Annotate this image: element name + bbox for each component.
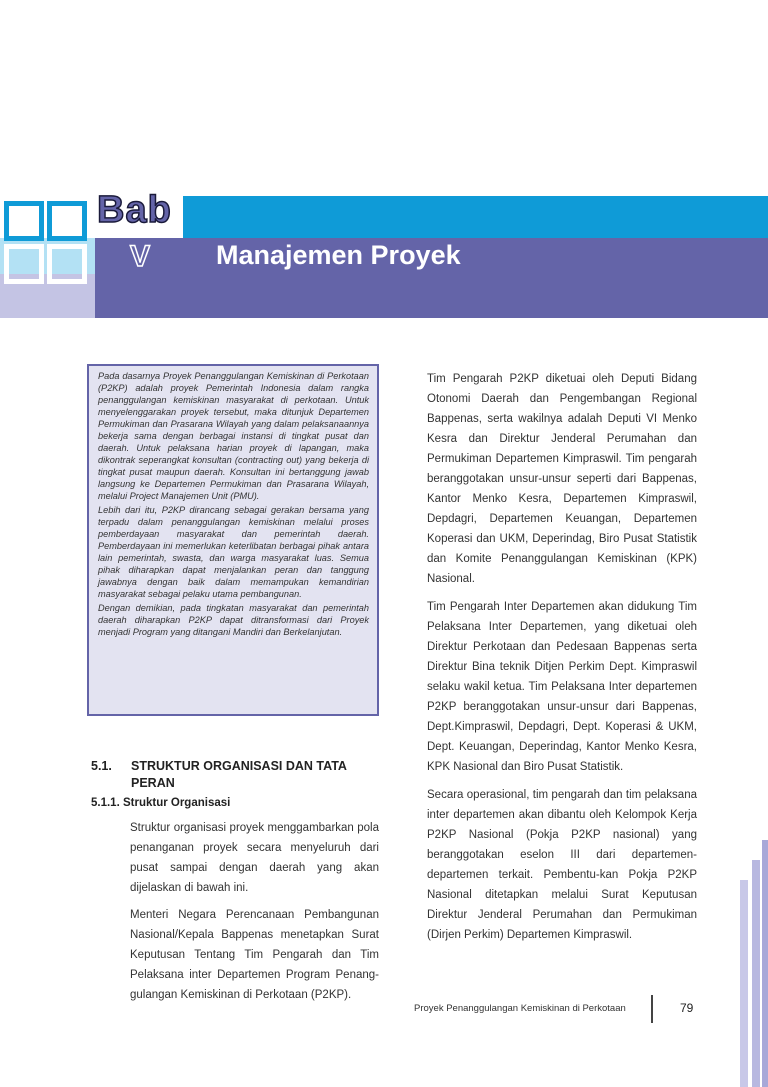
right-column-body bbox=[427, 369, 697, 953]
intro-box bbox=[87, 364, 379, 716]
body-paragraph: Tim Pengarah P2KP diketuai oleh Deputi Bidang Otonomi Daerah dan Pengembangan Regional Bappenas, serta wakilnya adalah Deputi VI Menko Kesra dan Direktur Jenderal Perumahan dan Permukiman Departemen Kimpraswil. Tim pengarah beranggotakan unsur-unsur seperti dari Bappenas, Kantor Menko Kesra, Departemen Kimpraswil, Depdagri, Departemen Keuangan, Departemen Koperasi dan UKM, Deperindag, Biro Pusat Statistik dan Komite Penanggulangan Kemiskinan (KPK) Nasional. bbox=[427, 373, 697, 585]
chapter-number: V bbox=[130, 240, 151, 273]
decorative-stripe bbox=[752, 860, 760, 1087]
body-paragraph: Tim Pengarah Inter Departemen akan didukung Tim Pelaksana Inter Departemen, yang diketuai oleh Direktur Perkotaan dan Pedesaan Bappenas serta Direktur Bina teknik Ditjen Perkim Dept. Kimpraswil selaku wakil ketua. Tim Pelaksana Inter departemen P2KP beranggotakan unsur-unsur dari Bappenas, Dept.Kimpraswil, Depdagri, Dept. Koperasi & UKM, Dept. Keuangan, Deperindag, Kantor Menko Kesra, KPK Nasional dan Biro Pusat Statistik. bbox=[427, 601, 697, 773]
section-title: STRUKTUR ORGANISASI DAN TATA PERAN bbox=[131, 759, 347, 790]
body-paragraph: Menteri Negara Perencanaan Pembangunan Nasional/Kepala Bappenas menetapkan Surat Keputusan Tentang Tim Pengarah dan Tim Pelaksana inter Departemen Program Penang-gulangan Kemiskinan di Perkotaan (P2KP). bbox=[130, 909, 379, 1001]
left-column-body bbox=[130, 818, 379, 1012]
footer-divider bbox=[651, 995, 653, 1023]
decorative-square bbox=[4, 201, 44, 241]
decorative-stripe bbox=[740, 880, 748, 1087]
section-number: 5.1. bbox=[91, 759, 112, 773]
header-cyan-band bbox=[183, 196, 768, 238]
page-number: 79 bbox=[680, 1001, 694, 1015]
body-paragraph: Struktur organisasi proyek menggambarkan pola penanganan proyek secara menyeluruh dari pusat sampai dengan daerah yang akan dijelaskan di bawah ini. bbox=[130, 822, 379, 894]
chapter-title: Manajemen Proyek bbox=[216, 240, 461, 270]
decorative-square bbox=[47, 201, 87, 241]
decorative-square bbox=[47, 244, 87, 284]
decorative-stripe bbox=[762, 840, 768, 1087]
footer-title: Proyek Penanggulangan Kemiskinan di Perkotaan bbox=[414, 1003, 626, 1014]
intro-paragraph: Dengan demikian, pada tingkatan masyarakat dan pemerintah daerah diharapkan P2KP dapat ditransformasi dari Proyek menjadi Program yang ditangani Mandiri dan Berkelanjutan. bbox=[98, 603, 369, 637]
decorative-square bbox=[4, 244, 44, 284]
chapter-label: Bab bbox=[97, 189, 172, 231]
intro-paragraph: Lebih dari itu, P2KP dirancang sebagai gerakan bersama yang terpadu dalam penanggulangan kemiskinan melalui proses pemberdayaan masyarakat dan pemerintah daerah. Pemberdayaan ini memerlukan keterlibatan berbagai pihak antara lain pemerintah, swasta, dan warga masyarakat luas. Semua pihak diharapkan dapat menjalankan peran dan tanggung jawabnya dengan baik dalam memampukan kemandirian masyarakat sebagai pelaku utama pembangunan. bbox=[98, 505, 369, 599]
body-paragraph: Secara operasional, tim pengarah dan tim pelaksana inter departemen akan dibantu oleh Kelompok Kerja P2KP Nasional (Pokja P2KP nasional) yang beranggotakan eselon III dari departemen-departemen terkait. Pembentu-kan Pokja P2KP Nasional ditetapkan melalui Surat Keputusan Direktur Jenderal Perumahan dan Permukiman (Dirjen Perkim) Departemen Kimpraswil. bbox=[427, 789, 697, 941]
intro-paragraph: Pada dasarnya Proyek Penanggulangan Kemiskinan di Perkotaan (P2KP) adalah proyek Pemerintah Indonesia dalam rangka penanggulangan kemiskinan masyarakat di perkotaan. Untuk menyelenggarakan proyek tersebut, maka ditunjuk Departemen Permukiman dan Prasarana Wilayah yang dalam pelaksanaannya bekerja sama dengan berbagai instansi di tingkat pusat dan daerah. Untuk pelaksana harian proyek di lapangan, maka dikontrak seperangkat konsultan (contracting out) yang bekerja di tingkat pusat maupun daerah. Konsultan ini bertanggung jawab langsung ke Departemen Permukiman dan Prasarana Wilayah, melalui Project Manajemen Unit (PMU). bbox=[98, 371, 369, 501]
subsection-heading: 5.1.1. Struktur Organisasi bbox=[91, 797, 231, 809]
